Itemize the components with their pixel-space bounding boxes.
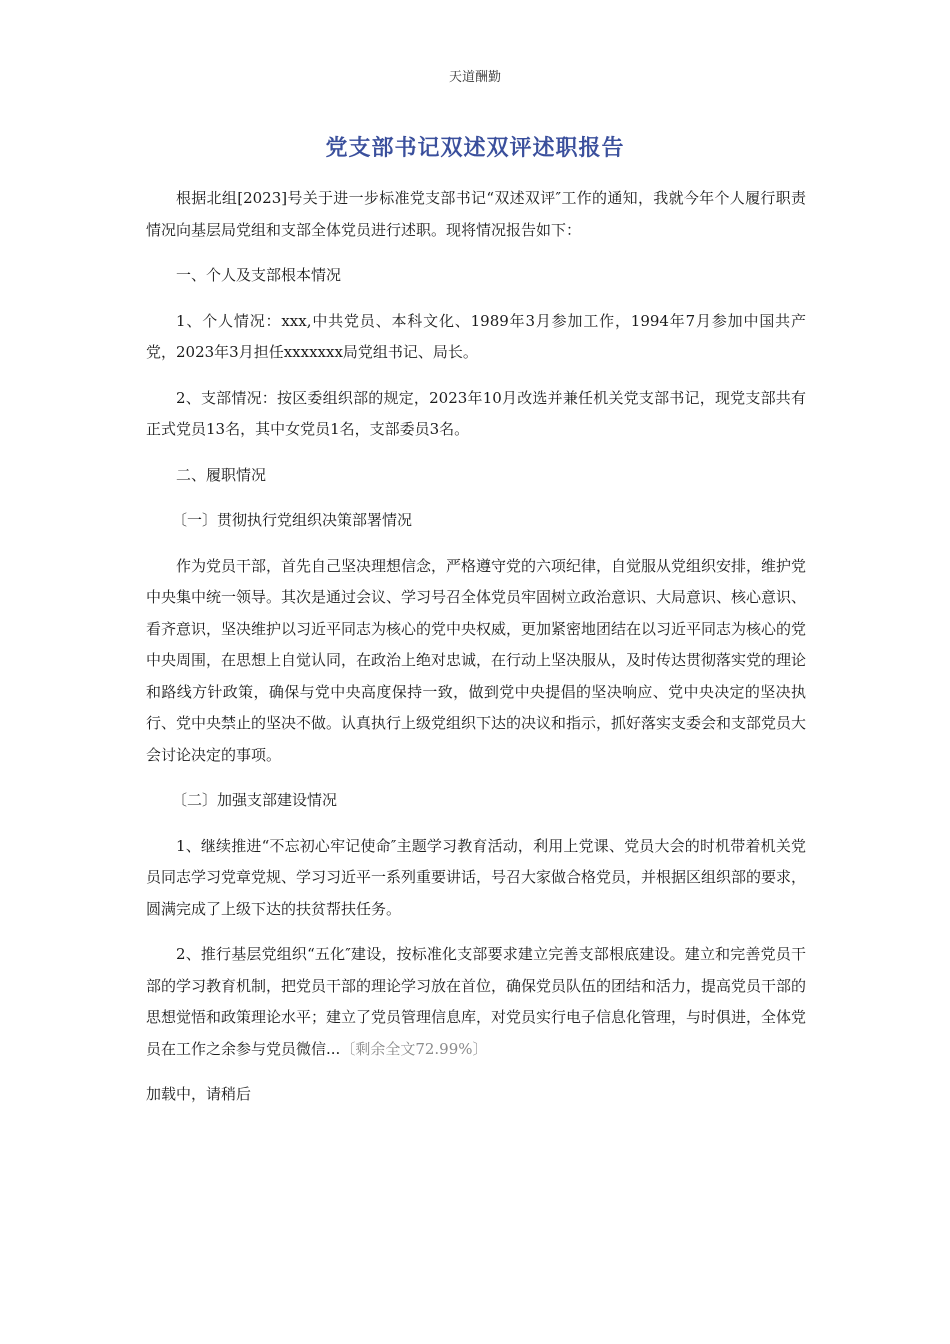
page-title: 党支部书记双述双评述职报告 bbox=[325, 135, 625, 161]
page-header: 天道酬勤 bbox=[448, 70, 501, 85]
subsection-1-paragraph: 作为党员干部，首先自己坚决理想信念，严格遵守党的六项纪律，自觉服从党组织安排，维护党中央集中统一领导。其次是通过会议、学习号召全体党员牢固树立政治意识、大局意识、核心意识、看齐意识，坚决维护以习近平同志为核心的党中央权威，更加紧密地团结在以习近平同志为核心的党中央周围，在思想上自觉认同，在政治上绝对忠诚，在行动上坚决服从，及时传达贯彻落实党的理论和路线方针政策，确保与党中央高度保持一致，做到党中央提倡的坚决响应、党中央决定的坚决执行、党中央禁止的坚决不做。认真执行上级党组织下达的决议和指示，抓好落实支委会和支部党员大会讨论决定的事项。 bbox=[146, 556, 807, 764]
intro-paragraph: 根据北组[2023]号关于进一步标准党支部书记“双述双评″工作的通知，我就今年个人履行职责情况向基层局党组和支部全体党员进行述职。现将情况报告如下： bbox=[146, 189, 806, 239]
document-body bbox=[146, 183, 806, 1111]
personal-info-paragraph: 1、个人情况：xxx,中共党员、本科文化、1989年3月参加工作，1994年7月参加中国共产党，2023年3月担任xxxxxxx局党组书记、局长。 bbox=[146, 311, 806, 361]
subsection-2-paragraph-1: 1、继续推进“不忘初心牢记使命″主题学习教育活动，利用上党课、党员大会的时机带着机关党员同志学习党章党规、学习习近平一系列重要讲话，号召大家做合格党员，并根据区组织部的要求，圆满完成了上级下达的扶贫帮扶任务。 bbox=[146, 836, 807, 918]
subsection-heading-1: 〔一〕贯彻执行党组织决策部署情况 bbox=[172, 511, 413, 529]
branch-info-paragraph: 2、支部情况：按区委组织部的规定，2023年10月改选并兼任机关党支部书记，现党支部共有正式党员13名，其中女党员1名，支部委员3名。 bbox=[146, 388, 806, 438]
subsection-2-paragraph-2 bbox=[146, 939, 806, 1065]
section-heading-1: 一、个人及支部根本情况 bbox=[176, 266, 342, 284]
subsection-heading-2: 〔二〕加强支部建设情况 bbox=[172, 791, 338, 809]
remaining-text-link[interactable]: 〔剩余全文72.99%〕 bbox=[340, 1039, 488, 1058]
subsection-2-paragraph-2-text: 2、推行基层党组织“五化″建设，按标准化支部要求建立完善支部根底建设。建立和完善党员干部的学习教育机制，把党员干部的理论学习放在首位，确保党员队伍的团结和活力，提高党员干部的思想觉悟和政策理论水平；建立了党员管理信息库，对党员实行电子信息化管理，与时俱进，全体党员在工作之余参与党员微信... bbox=[146, 945, 807, 1058]
loading-indicator: 加载中，请稍后 bbox=[146, 1085, 252, 1103]
section-heading-2: 二、履职情况 bbox=[176, 465, 267, 484]
